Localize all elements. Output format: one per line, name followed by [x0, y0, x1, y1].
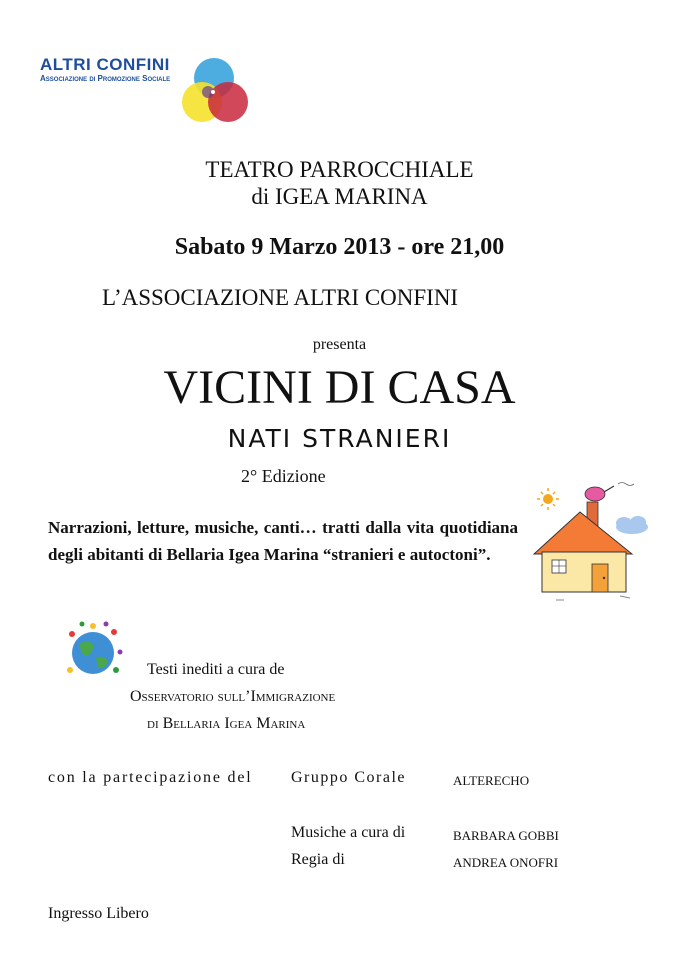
direction-name: ANDREA ONOFRI: [453, 855, 559, 870]
event-title: VICINI DI CASA: [163, 361, 516, 414]
event-date: Sabato 9 Marzo 2013 - ore 21,00: [174, 234, 505, 260]
edition-text: 2° Edizione: [241, 466, 326, 486]
choir-label: Gruppo Corale: [291, 769, 407, 786]
logo: [40, 56, 170, 84]
association-heading: L’ASSOCIAZIONE ALTRI CONFINI: [102, 285, 459, 310]
globe-icon: [62, 620, 124, 682]
venue-line-1: TEATRO PARROCCHIALE: [205, 157, 474, 182]
venue-line-2: di IGEA MARINA: [251, 184, 428, 209]
texts-credit-line-3: di Bellaria Igea Marina: [147, 715, 306, 732]
texts-credit-line-1: Testi inediti a cura de: [147, 661, 285, 678]
logo-name: ALTRI CONFINI: [40, 55, 170, 74]
participation-label: con la partecipazione del: [48, 769, 253, 786]
entry-text: Ingresso Libero: [48, 905, 149, 922]
logo-subtitle: Associazione di Promozione Sociale: [40, 74, 171, 83]
direction-label: Regia di: [291, 851, 345, 868]
texts-credit-line-2: Osservatorio sull’Immigrazione: [130, 688, 336, 705]
choir-name: ALTERECHO: [453, 773, 530, 788]
event-subtitle: NATI STRANIERI: [227, 424, 452, 453]
presenta-text: presenta: [312, 336, 367, 353]
music-name: BARBARA GOBBI: [453, 828, 559, 843]
music-label: Musiche a cura di: [291, 824, 406, 841]
logo-circles-icon: [178, 56, 252, 126]
event-description: Narrazioni, letture, musiche, canti… tratti dalla vita quotidiana degli abitanti di Bellaria Igea Marina “stranieri e autoctoni”.: [48, 518, 518, 564]
house-icon: [520, 472, 660, 607]
